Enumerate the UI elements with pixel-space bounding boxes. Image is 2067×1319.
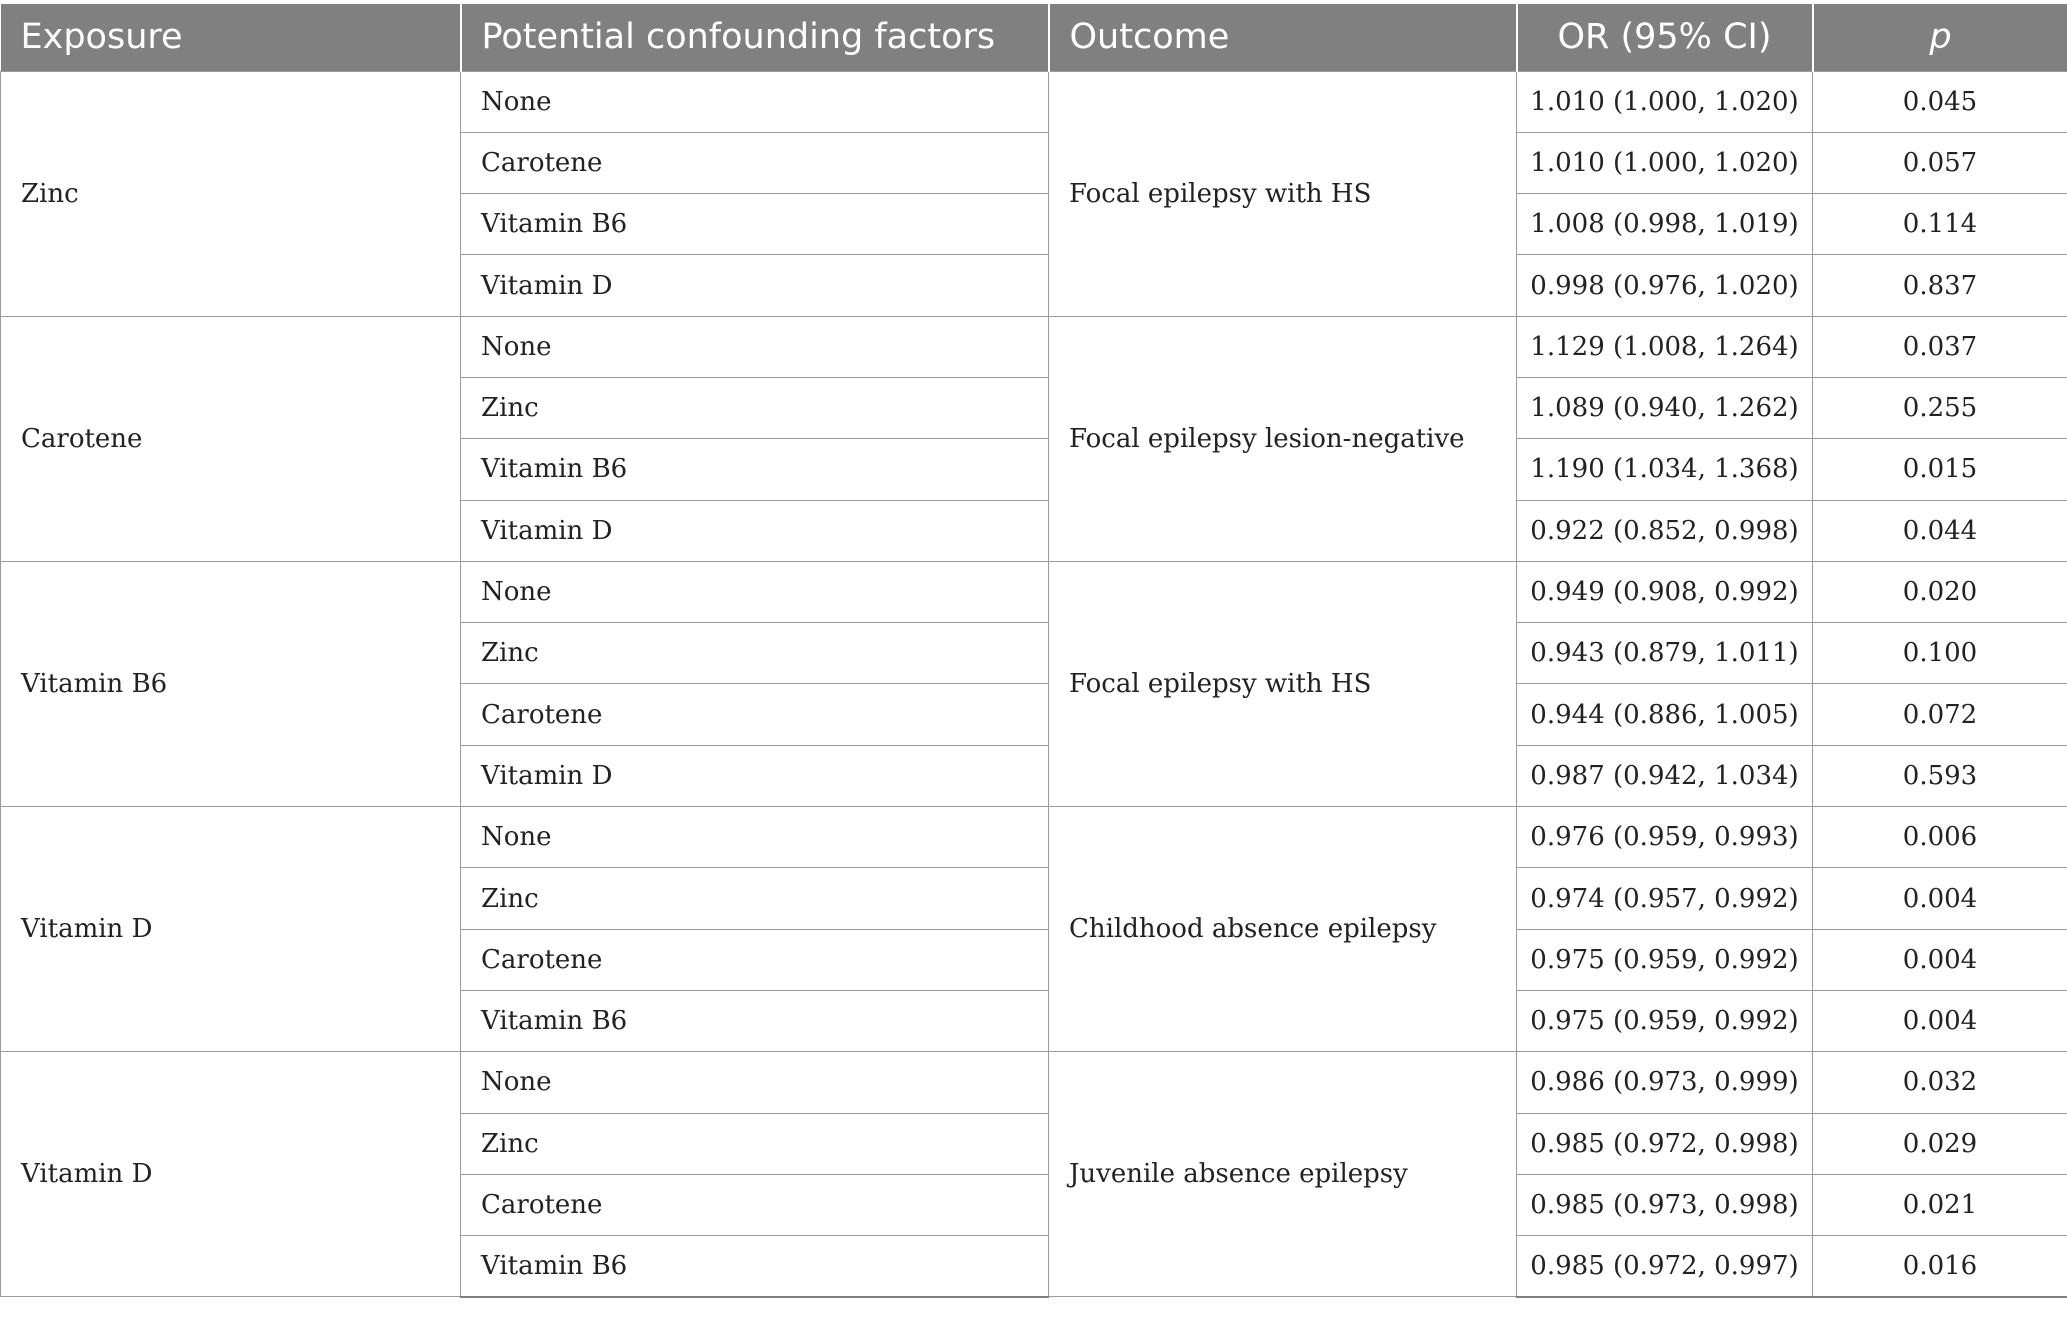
or-ci-cell: 0.998 (0.976, 1.020) <box>1517 255 1813 316</box>
confounder-cell: Carotene <box>461 132 1049 193</box>
p-value-cell: 0.006 <box>1813 807 2067 868</box>
or-ci-cell: 0.985 (0.972, 0.998) <box>1517 1113 1813 1174</box>
header-confounders: Potential confounding factors <box>461 4 1049 71</box>
confounder-cell: Zinc <box>461 868 1049 929</box>
or-ci-cell: 0.985 (0.972, 0.997) <box>1517 1236 1813 1297</box>
or-ci-cell: 1.089 (0.940, 1.262) <box>1517 377 1813 438</box>
p-value-cell: 0.020 <box>1813 561 2067 622</box>
or-ci-cell: 0.975 (0.959, 0.992) <box>1517 990 1813 1051</box>
table-row <box>1 807 2067 868</box>
or-ci-cell: 0.976 (0.959, 0.993) <box>1517 807 1813 868</box>
exposure-cell: Vitamin D <box>1 807 461 1052</box>
or-ci-cell: 0.987 (0.942, 1.034) <box>1517 745 1813 806</box>
p-value-cell: 0.100 <box>1813 623 2067 684</box>
or-ci-cell: 0.922 (0.852, 0.998) <box>1517 500 1813 561</box>
confounder-cell: Zinc <box>461 377 1049 438</box>
confounder-cell: Vitamin B6 <box>461 194 1049 255</box>
p-value-cell: 0.037 <box>1813 316 2067 377</box>
table-row <box>1 1052 2067 1113</box>
p-value-cell: 0.045 <box>1813 71 2067 132</box>
p-value-cell: 0.057 <box>1813 132 2067 193</box>
table-row <box>1 561 2067 622</box>
or-ci-cell: 1.190 (1.034, 1.368) <box>1517 439 1813 500</box>
p-value-cell: 0.004 <box>1813 929 2067 990</box>
or-ci-cell: 1.129 (1.008, 1.264) <box>1517 316 1813 377</box>
p-value-cell: 0.004 <box>1813 990 2067 1051</box>
exposure-cell: Vitamin D <box>1 1052 461 1297</box>
outcome-cell: Childhood absence epilepsy <box>1049 807 1517 1052</box>
confounder-cell: Vitamin D <box>461 255 1049 316</box>
p-value-cell: 0.044 <box>1813 500 2067 561</box>
p-value-cell: 0.016 <box>1813 1236 2067 1297</box>
header-outcome: Outcome <box>1049 4 1517 71</box>
p-value-cell: 0.837 <box>1813 255 2067 316</box>
confounder-cell: None <box>461 71 1049 132</box>
p-value-cell: 0.004 <box>1813 868 2067 929</box>
or-ci-cell: 1.010 (1.000, 1.020) <box>1517 132 1813 193</box>
table-row <box>1 71 2067 132</box>
or-ci-cell: 0.943 (0.879, 1.011) <box>1517 623 1813 684</box>
or-ci-cell: 0.974 (0.957, 0.992) <box>1517 868 1813 929</box>
confounder-cell: None <box>461 1052 1049 1113</box>
confounder-cell: Zinc <box>461 1113 1049 1174</box>
exposure-cell: Zinc <box>1 71 461 316</box>
header-or-ci: OR (95% CI) <box>1517 4 1813 71</box>
outcome-cell: Focal epilepsy lesion-negative <box>1049 316 1517 561</box>
or-ci-cell: 1.010 (1.000, 1.020) <box>1517 71 1813 132</box>
p-value-cell: 0.255 <box>1813 377 2067 438</box>
confounder-cell: Carotene <box>461 929 1049 990</box>
confounder-cell: Carotene <box>461 684 1049 745</box>
confounder-cell: Vitamin B6 <box>461 990 1049 1051</box>
results-table <box>0 4 2067 1298</box>
confounder-cell: Vitamin D <box>461 500 1049 561</box>
confounder-cell: None <box>461 807 1049 868</box>
confounder-cell: Zinc <box>461 623 1049 684</box>
or-ci-cell: 1.008 (0.998, 1.019) <box>1517 194 1813 255</box>
confounder-cell: Carotene <box>461 1174 1049 1235</box>
p-value-cell: 0.114 <box>1813 194 2067 255</box>
p-value-cell: 0.021 <box>1813 1174 2067 1235</box>
p-value-cell: 0.032 <box>1813 1052 2067 1113</box>
or-ci-cell: 0.986 (0.973, 0.999) <box>1517 1052 1813 1113</box>
p-value-cell: 0.015 <box>1813 439 2067 500</box>
or-ci-cell: 0.985 (0.973, 0.998) <box>1517 1174 1813 1235</box>
header-exposure: Exposure <box>1 4 461 71</box>
or-ci-cell: 0.949 (0.908, 0.992) <box>1517 561 1813 622</box>
confounder-cell: Vitamin B6 <box>461 439 1049 500</box>
exposure-cell: Carotene <box>1 316 461 561</box>
outcome-cell: Juvenile absence epilepsy <box>1049 1052 1517 1297</box>
confounder-cell: None <box>461 561 1049 622</box>
p-value-cell: 0.029 <box>1813 1113 2067 1174</box>
outcome-cell: Focal epilepsy with HS <box>1049 561 1517 806</box>
exposure-cell: Vitamin B6 <box>1 561 461 806</box>
confounder-cell: Vitamin D <box>461 745 1049 806</box>
p-value-cell: 0.072 <box>1813 684 2067 745</box>
or-ci-cell: 0.975 (0.959, 0.992) <box>1517 929 1813 990</box>
or-ci-cell: 0.944 (0.886, 1.005) <box>1517 684 1813 745</box>
outcome-cell: Focal epilepsy with HS <box>1049 71 1517 316</box>
table-row <box>1 316 2067 377</box>
confounder-cell: Vitamin B6 <box>461 1236 1049 1297</box>
header-row <box>1 4 2067 71</box>
header-p: p <box>1813 4 2067 71</box>
confounder-cell: None <box>461 316 1049 377</box>
p-value-cell: 0.593 <box>1813 745 2067 806</box>
